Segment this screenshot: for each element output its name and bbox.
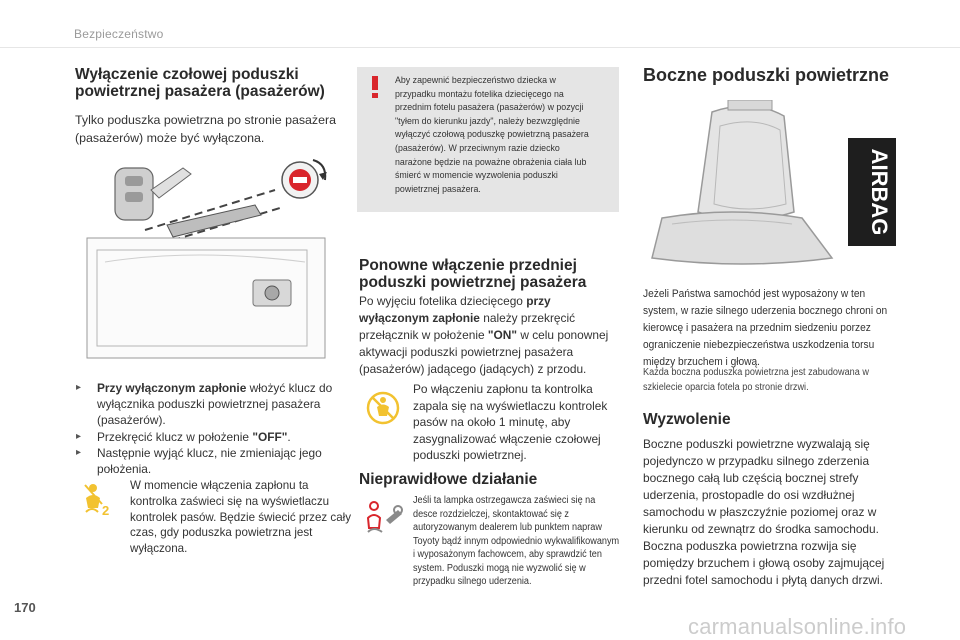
- step-bold-text: Przy wyłączonym zapłonie: [97, 381, 247, 395]
- seat-airbag-illustration: [642, 100, 904, 272]
- key-icon: [115, 168, 191, 220]
- step-bold-value: "OFF": [252, 429, 288, 444]
- exclamation-icon: [369, 76, 381, 98]
- left-intro-text: Tylko poduszka powietrzna po stronie pasażera (pasażerów) może być wyłączona.: [75, 113, 337, 145]
- middle-section-title: Ponowne włączenie przedniej poduszki powietrznej pasażera: [359, 257, 587, 291]
- step-text: Następnie wyjąć klucz, nie zmieniając jego położenia.: [97, 445, 322, 477]
- airbag-on-indicator-icon: [366, 391, 400, 425]
- page-number: 170: [14, 600, 36, 615]
- body-bold-on: "ON": [487, 328, 518, 342]
- section-header: Bezpieczeństwo: [74, 27, 164, 41]
- header-divider: [0, 47, 960, 48]
- right-note-text: Każda boczna poduszka powietrzna jest zabudowana w szkielecie oparcia fotela po stronie drzwi.: [643, 367, 869, 393]
- body-post: w celu ponownej aktywacji poduszki powietrznej pasażera (pasażerów) jadącego (jadących) z przodu.: [359, 328, 609, 376]
- steps-list: [76, 380, 346, 477]
- left-indicator-note: W momencie włączenia zapłonu ta kontrolka zaświeci się na wyświetlaczu kontrolek pasów. Będzie świecić przez cały czas, gdy poduszka powietrzna jest wyłączona.: [130, 479, 352, 556]
- step-item: [76, 429, 346, 445]
- step-text: Przekręcić klucz w położenie: [97, 429, 253, 444]
- airbag-key-switch-illustration: [75, 150, 337, 362]
- deploy-description: Boczne poduszki powietrzne wyzwalają się pojedynczo w przypadku silnego zderzenia bocznego całą lub częścią bocznej strefy uderzenia, prostopadle do osi wzdłużnej samochodu w płaszczyźnie poziomej oraz w kierunku od zewnątrz do środka samochodu. Boczna poduszka powietrzna rozwija się pomiędzy brzuchem i głową osoby zajmującej przedni fotel samochodu i płytą danych drzwi.: [643, 437, 885, 587]
- airbag-label-text: AIRBAG: [867, 148, 892, 236]
- bullet-icon: ▸: [76, 446, 82, 458]
- step-item: [76, 445, 346, 477]
- step-text: włożyć klucz do wyłącznika poduszki powietrznej pasażera (pasażerów).: [97, 381, 333, 428]
- body-mid: należy przekręcić przełącznik w położenie: [359, 311, 576, 342]
- right-body-text: Jeżeli Państwa samochód jest wyposażony w ten system, w razie silnego uderzenia bocznego chroni on kierowcę i pasażera na przednim siedzeniu porzez ograniczenie niebezpieczeństwa uszkodzenia torsu między brzuchem i głową.: [643, 288, 888, 368]
- airbag-off-indicator-icon: [82, 482, 114, 518]
- right-section-title: Boczne poduszki powietrzne: [643, 65, 890, 85]
- step-tail: .: [287, 429, 291, 444]
- step-item: [76, 380, 346, 429]
- warning-box: [357, 67, 619, 212]
- body-bold: przy wyłączonym zapłonie: [359, 294, 551, 325]
- deploy-section-title: Wyzwolenie: [643, 411, 731, 428]
- bullet-icon: ▸: [76, 382, 82, 393]
- left-section-title: Wyłączenie czołowej poduszki powietrznej pasażera (pasażerów): [75, 66, 325, 100]
- svg-text:2: 2: [102, 503, 110, 518]
- watermark: carmanualsonline.info: [688, 614, 907, 639]
- body-pre: Po wyjęciu fotelika dziecięcego: [359, 294, 527, 308]
- fault-description: Jeśli ta lampka ostrzegawcza zaświeci się na desce rozdzielczej, skontaktować się z autoryzowanym dealerem lub punktem napraw Toyoty bądź innym odpowiednio wykwalifikowanym i wyposażonym fachowcem, aby sprawdzić ten system. Poduszki mogą nie wyzwolić się w przypadku silnego uderzenia.: [413, 495, 620, 587]
- warning-text: Aby zapewnić bezpieczeństwo dziecka w przypadku montażu fotelika dziecięcego na przednim fotelu pasażera (pasażerów) w pozycji "tyłem do kierunku jazdy", należy bezwzględnie wyłączyć czołową poduszkę powietrzną pasażera (pasażerów). W przeciwnym razie dziecko narażone będzie na poważne obrażenia ciała lub śmierć w momencie wyzwolenia poduszki powietrznej pasażera.: [395, 75, 589, 195]
- lamp-description: Po włączeniu zapłonu ta kontrolka zapala się na wyświetlaczu kontrolek pasów na około 1 minutę, aby zasygnalizować włączenie czołowej poduszki powietrznej.: [413, 382, 608, 463]
- fault-section-title: Nieprawidłowe działanie: [359, 471, 538, 488]
- airbag-fault-wrench-icon: [364, 500, 404, 538]
- bullet-icon: ▸: [76, 430, 82, 442]
- middle-body-text: [359, 293, 621, 378]
